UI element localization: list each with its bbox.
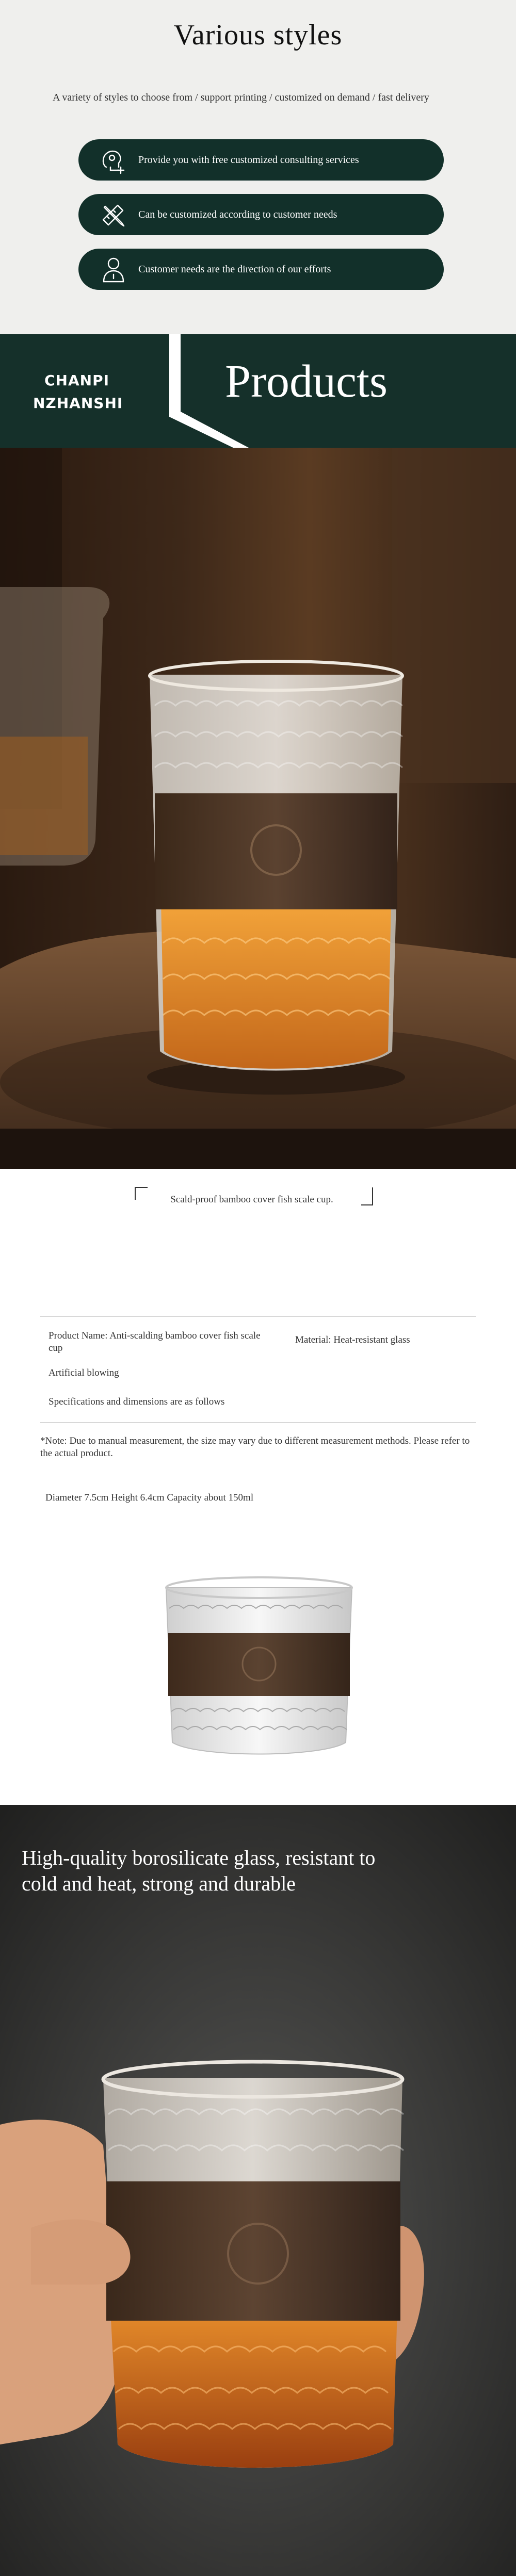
promo-headline: High-quality borosilicate glass, resistant to cold and heat, strong and durable — [22, 1846, 376, 1895]
ruler-pencil-icon — [98, 199, 129, 230]
product-name: Product Name: Anti-scalding bamboo cover fish scale cup — [49, 1330, 261, 1354]
promo-hand-cup-image — [0, 1805, 516, 2576]
hero-cup-image — [0, 448, 516, 1169]
feature-pill-consulting — [78, 139, 444, 181]
product-dimensions: Diameter 7.5cm Height 6.4cm Capacity about 150ml — [45, 1492, 254, 1503]
products-banner — [0, 334, 516, 448]
user-icon — [98, 254, 129, 285]
feature-label: Provide you with free customized consulting services — [138, 154, 359, 166]
product-spec-section — [0, 1169, 516, 1805]
product-cup-cutout — [156, 1572, 362, 1758]
feature-pill-customer — [78, 249, 444, 290]
measurement-note: *Note: Due to manual measurement, the size may vary due to different measurement methods. Please refer to the actual product. — [40, 1436, 470, 1459]
products-heading: Products — [225, 356, 388, 407]
product-process: Artificial blowing — [49, 1367, 119, 1378]
consulting-person-icon — [98, 144, 129, 175]
brand-name — [33, 369, 121, 415]
styles-description: A variety of styles to choose from / support printing / customized on demand / fast delivery — [53, 92, 429, 103]
cup-title: Scald-proof bamboo cover fish scale cup. — [170, 1194, 333, 1205]
brand-line-2: NZHANSHI — [33, 395, 123, 412]
feature-label: Customer needs are the direction of our efforts — [138, 263, 331, 275]
promo-section — [0, 1805, 516, 2576]
feature-pill-customize — [78, 194, 444, 235]
specs-heading: Specifications and dimensions are as follows — [49, 1396, 225, 1407]
styles-section — [0, 0, 516, 334]
hero-product-photo — [0, 448, 516, 1169]
product-material: Material: Heat-resistant glass — [295, 1334, 410, 1345]
brand-line-1: CHANPI — [44, 372, 110, 389]
feature-label: Can be customized according to customer needs — [138, 208, 337, 220]
styles-title: Various styles — [173, 19, 343, 51]
